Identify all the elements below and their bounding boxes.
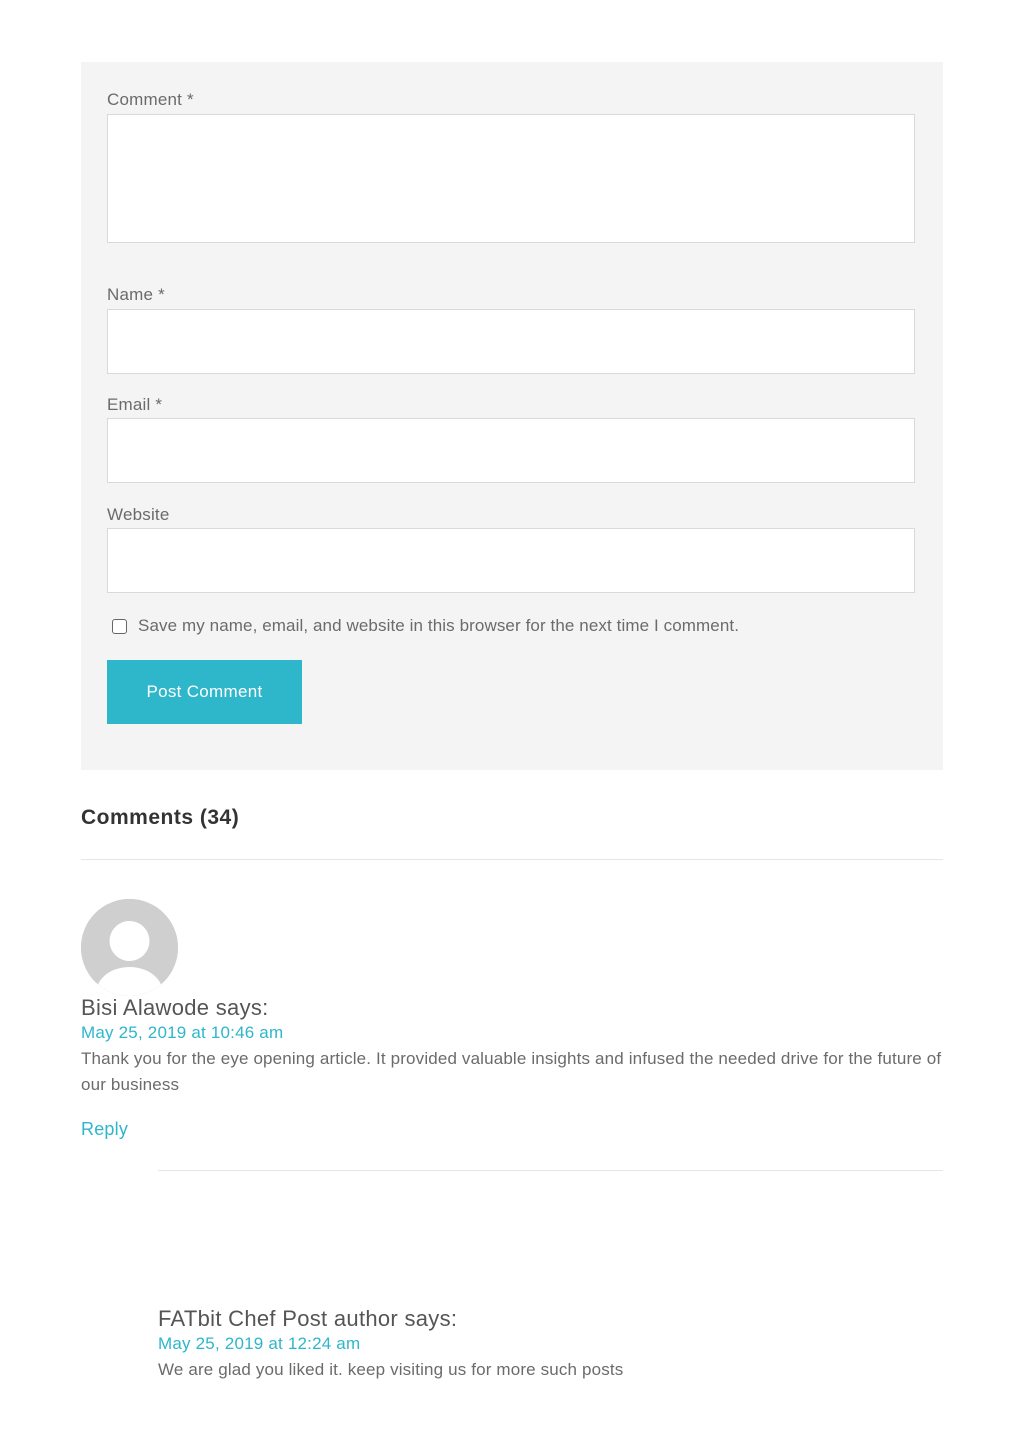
comments-divider: [81, 859, 943, 860]
post-comment-button[interactable]: Post Comment: [107, 660, 302, 724]
reply-comment-text: We are glad you liked it. keep visiting us for more such posts: [158, 1360, 624, 1379]
comments-heading: Comments (34): [81, 806, 240, 829]
comment-author: Bisi Alawode says:: [81, 995, 269, 1020]
name-input[interactable]: [107, 309, 915, 374]
website-label: Website: [107, 505, 170, 524]
default-user-avatar-icon: [81, 899, 178, 996]
email-input[interactable]: [107, 418, 915, 483]
save-info-checkbox[interactable]: [112, 619, 127, 634]
save-info-row: [112, 616, 739, 636]
email-label: Email *: [107, 395, 163, 414]
comment-label: Comment *: [107, 90, 194, 109]
comment-form: [81, 62, 943, 770]
reply-link[interactable]: Reply: [81, 1119, 129, 1139]
name-label: Name *: [107, 285, 165, 304]
website-input[interactable]: [107, 528, 915, 593]
reply-comment-author: FATbit Chef Post author says:: [158, 1306, 458, 1331]
reply-divider: [158, 1170, 943, 1171]
comment-textarea[interactable]: [107, 114, 915, 243]
comment-text: Thank you for the eye opening article. It provided valuable insights and infused the needed drive for the future of our business: [81, 1049, 942, 1094]
comment-date-link[interactable]: May 25, 2019 at 10:46 am: [81, 1023, 284, 1042]
reply-comment-date-link[interactable]: May 25, 2019 at 12:24 am: [158, 1334, 361, 1353]
save-info-label[interactable]: Save my name, email, and website in this browser for the next time I comment.: [138, 616, 740, 635]
